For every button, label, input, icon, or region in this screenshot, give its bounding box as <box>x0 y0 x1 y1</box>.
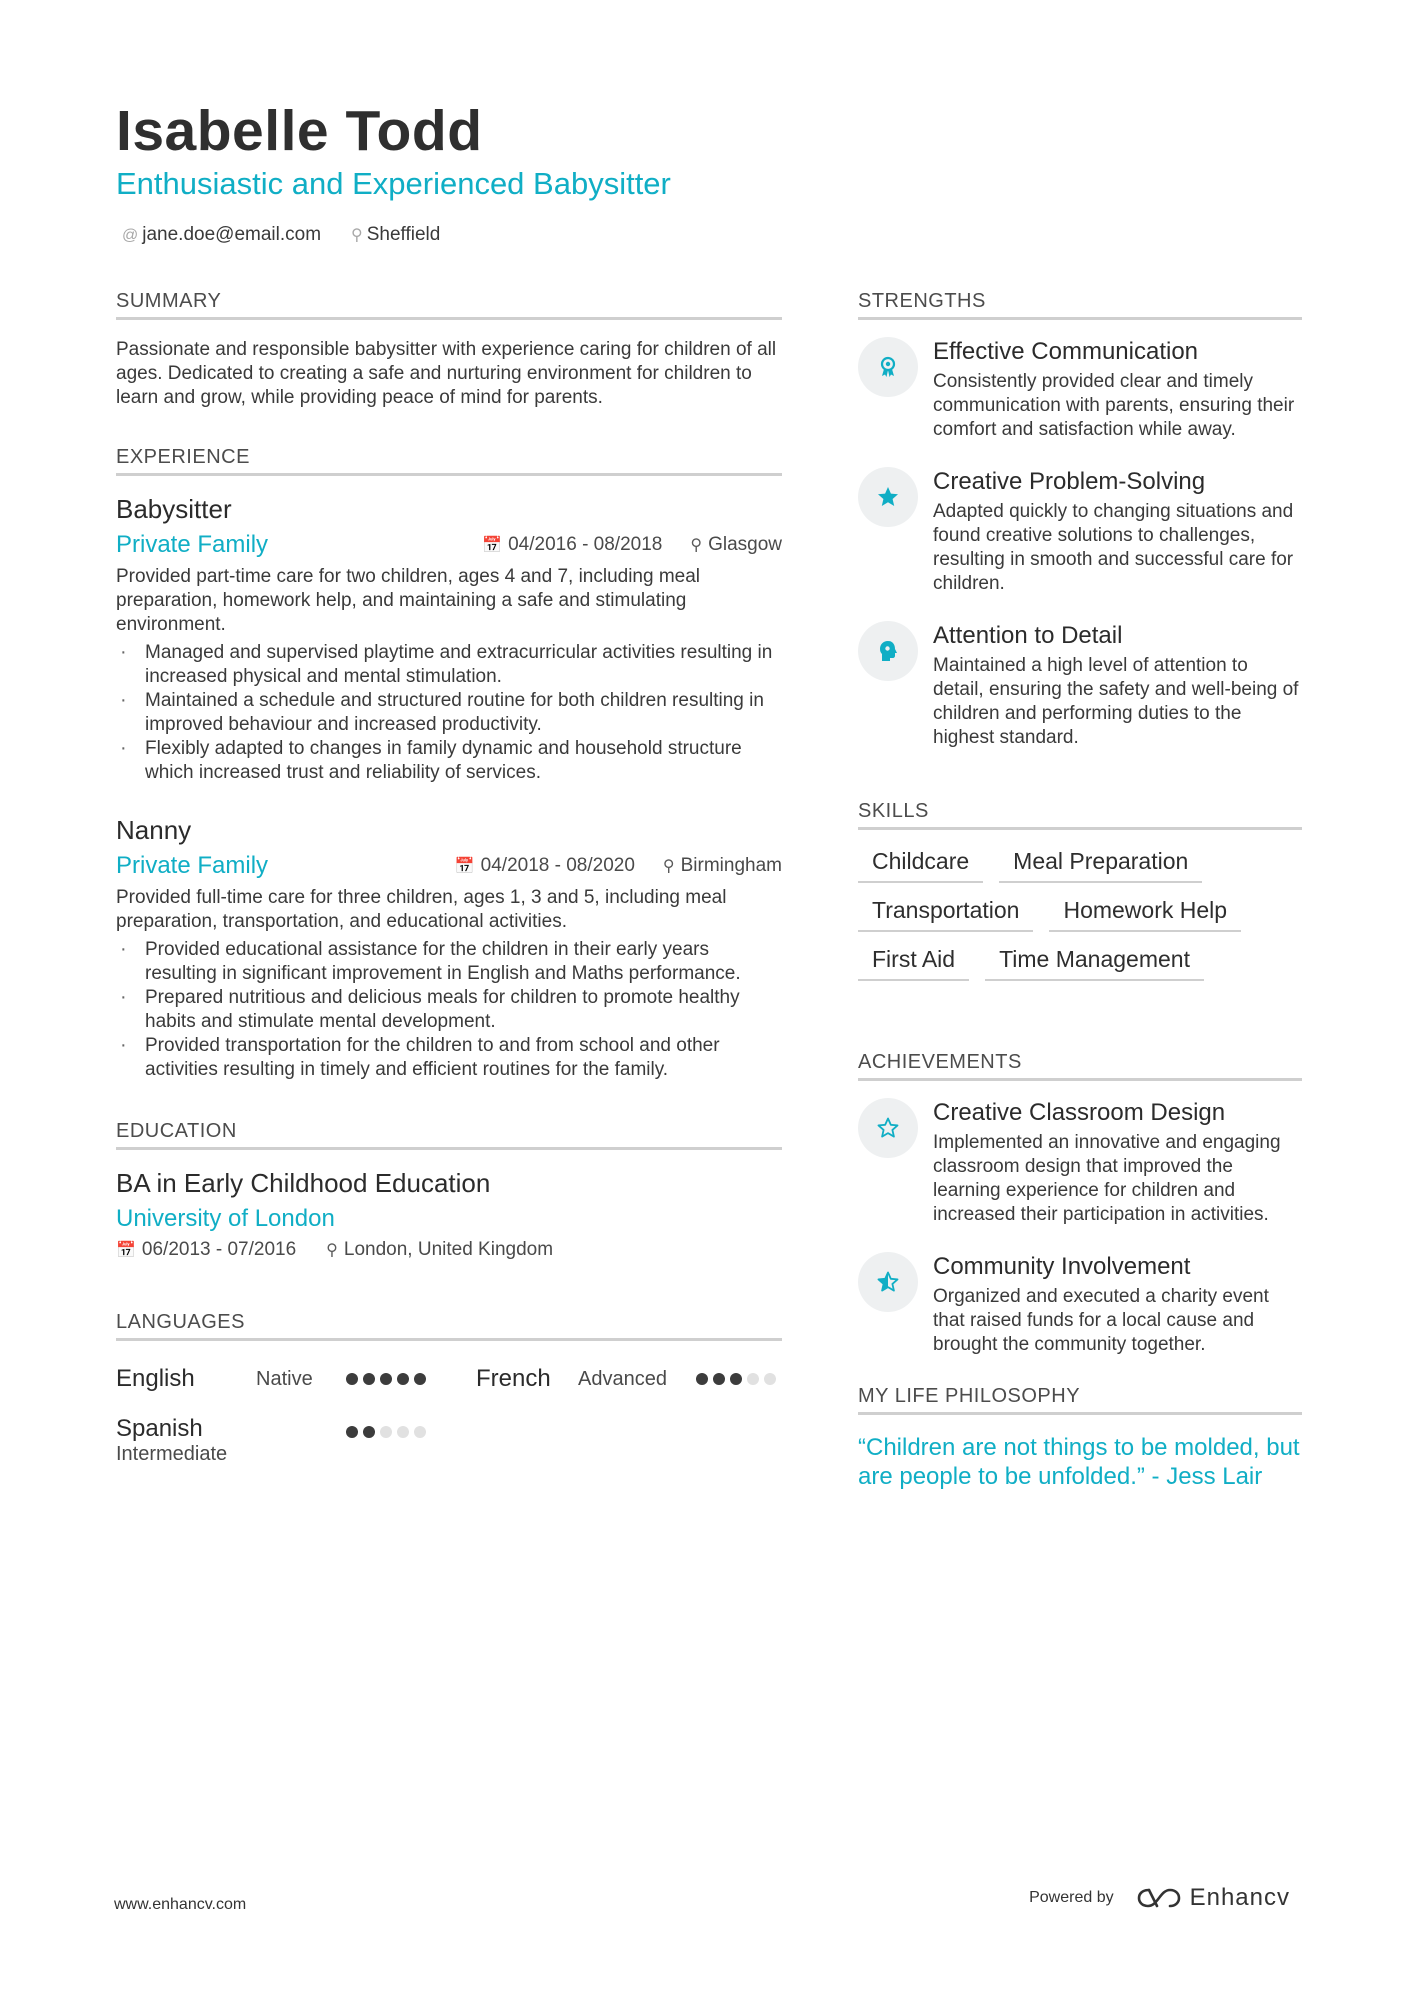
achievement-title: Creative Classroom Design <box>933 1099 1226 1126</box>
job-bullets <box>116 641 782 785</box>
list-item: · Flexibly adapted to changes in family dynamic and household structure which increased trust and reliability of services. <box>116 737 782 785</box>
award-icon <box>858 337 918 397</box>
rating-dot-filled <box>730 1373 742 1385</box>
section-title: SUMMARY <box>116 290 782 320</box>
section-title: MY LIFE PHILOSOPHY <box>858 1385 1302 1415</box>
job-entry <box>116 494 782 785</box>
strengths-section <box>858 290 1302 750</box>
job-dates: 04/2016 - 08/2018 <box>508 534 663 555</box>
contact-row <box>122 224 440 246</box>
candidate-name: Isabelle Todd <box>116 99 483 163</box>
section-title: EDUCATION <box>116 1120 782 1150</box>
powered-by-text: Powered by <box>1029 1889 1114 1906</box>
strength-title: Effective Communication <box>933 338 1199 365</box>
skills-section <box>858 800 1302 981</box>
rating-dot-filled <box>346 1373 358 1385</box>
list-item: · Maintained a schedule and structured routine for both children resulting in improved behaviour and increased productivity. <box>116 689 782 737</box>
contact-email[interactable] <box>122 224 321 246</box>
section-title: STRENGTHS <box>858 290 1302 320</box>
rating-dot-empty <box>380 1426 392 1438</box>
location-text: Sheffield <box>366 224 441 245</box>
star-icon <box>858 467 918 527</box>
section-title: ACHIEVEMENTS <box>858 1051 1302 1081</box>
education-section <box>116 1120 782 1261</box>
job-location: Glasgow <box>708 534 782 555</box>
achievement-desc: Implemented an innovative and engaging classroom design that improved the learning experience for children and increased their participation in activities. <box>933 1132 1281 1225</box>
job-company: Private Family <box>116 531 269 558</box>
job-entry <box>116 815 782 1082</box>
job-description: Provided full-time care for three children, ages 1, 3 and 5, including meal preparation, transportation, and educational activities. <box>116 887 727 932</box>
job-dates: 04/2018 - 08/2020 <box>480 855 635 876</box>
email-text: jane.doe@email.com <box>142 224 322 245</box>
rating-dot-empty <box>397 1426 409 1438</box>
achievement-desc: Organized and executed a charity event that raised funds for a local cause and brought the community together. <box>933 1286 1269 1355</box>
language-rating <box>696 1373 776 1385</box>
skills-list <box>858 848 1302 981</box>
language-name: English <box>116 1365 195 1392</box>
rating-dot-filled <box>363 1373 375 1385</box>
enhancv-logo-icon <box>1136 1886 1182 1910</box>
rating-dot-filled <box>397 1373 409 1385</box>
rating-dot-filled <box>696 1373 708 1385</box>
list-item: · Provided transportation for the children to and from school and other activities resulting in timely and efficient routines for the family. <box>116 1034 782 1082</box>
edu-location: London, United Kingdom <box>343 1239 554 1260</box>
rating-dot-filled <box>363 1426 375 1438</box>
language-row <box>116 1359 782 1399</box>
star-outline-icon <box>858 1098 918 1158</box>
candidate-tagline: Enthusiastic and Experienced Babysitter <box>116 166 671 201</box>
location-pin-icon: ⚲ <box>662 858 675 875</box>
location-pin-icon: ⚲ <box>351 227 363 244</box>
language-level: Native <box>256 1367 313 1390</box>
job-description: Provided part-time care for two children, ages 4 and 7, including meal preparation, homework help, and maintaining a safe and stimulating environment. <box>116 566 701 635</box>
rating-dot-empty <box>764 1373 776 1385</box>
calendar-icon: 📅 <box>454 858 475 875</box>
job-location: Birmingham <box>680 855 782 876</box>
language-name: Spanish <box>116 1415 203 1442</box>
skill-tag: First Aid <box>858 946 969 981</box>
strength-title: Attention to Detail <box>933 622 1123 649</box>
right-column <box>858 290 1302 1491</box>
strength-desc: Maintained a high level of attention to detail, ensuring the safety and well-being of children and performing duties to the highest standard. <box>933 655 1299 748</box>
job-company: Private Family <box>116 852 269 879</box>
philosophy-quote: “Children are not things to be molded, but are people to be unfolded.” - Jess Lair <box>858 1434 1300 1490</box>
location-pin-icon: ⚲ <box>326 1242 338 1259</box>
strength-title: Creative Problem-Solving <box>933 468 1206 495</box>
calendar-icon: 📅 <box>482 537 503 554</box>
section-title: EXPERIENCE <box>116 446 782 476</box>
strength-item <box>858 338 1302 442</box>
language-name: French <box>476 1365 551 1392</box>
skill-tag: Homework Help <box>1049 897 1241 932</box>
brand-logo[interactable] <box>1136 1884 1290 1912</box>
job-role: Babysitter <box>116 494 232 524</box>
skill-tag: Childcare <box>858 848 983 883</box>
contact-location <box>351 224 440 246</box>
star-half-icon <box>858 1252 918 1312</box>
list-item: · Managed and supervised playtime and extracurricular activities resulting in increased physical and mental stimulation. <box>116 641 782 689</box>
rating-dot-empty <box>747 1373 759 1385</box>
rating-dot-filled <box>346 1426 358 1438</box>
job-role: Nanny <box>116 815 192 845</box>
school: University of London <box>116 1205 335 1232</box>
language-level: Intermediate <box>116 1443 228 1465</box>
philosophy-section <box>858 1385 1302 1491</box>
strength-item <box>858 468 1302 596</box>
skill-tag: Meal Preparation <box>999 848 1202 883</box>
languages-section <box>116 1311 782 1466</box>
achievements-section <box>858 1051 1302 1357</box>
calendar-icon: 📅 <box>116 1242 136 1259</box>
brand-name: Enhancv <box>1189 1884 1290 1911</box>
summary-section <box>116 290 782 410</box>
head-icon <box>858 621 918 681</box>
experience-section <box>116 446 782 1082</box>
language-rating <box>346 1373 476 1385</box>
rating-dot-empty <box>414 1426 426 1438</box>
footer-website[interactable]: www.enhancv.com <box>114 1896 247 1913</box>
edu-dates: 06/2013 - 07/2016 <box>141 1239 297 1260</box>
summary-text: Passionate and responsible babysitter with experience caring for children of all ages. Dedicated to creating a safe and nurturing environment for children to learn and grow, while providing peace of mind for parents. <box>116 339 777 408</box>
list-item: · Provided educational assistance for the children in their early years resulting in significant improvement in English and Maths performance. <box>116 938 782 986</box>
section-title: SKILLS <box>858 800 1302 830</box>
footer-branding <box>1029 1884 1290 1912</box>
degree: BA in Early Childhood Education <box>116 1168 491 1198</box>
strength-desc: Adapted quickly to changing situations and found creative solutions to challenges, resulting in smooth and successful care for children. <box>933 501 1294 594</box>
skill-tag: Transportation <box>858 897 1033 932</box>
job-bullets <box>116 938 782 1082</box>
section-title: LANGUAGES <box>116 1311 782 1341</box>
location-pin-icon: ⚲ <box>690 537 703 554</box>
language-level: Advanced <box>578 1367 667 1390</box>
strength-item <box>858 622 1302 750</box>
list-item: · Prepared nutritious and delicious meals for children to promote healthy habits and stimulate mental development. <box>116 986 782 1034</box>
left-column <box>116 290 782 1466</box>
at-icon: @ <box>122 227 139 244</box>
rating-dot-filled <box>380 1373 392 1385</box>
language-row <box>116 1415 782 1466</box>
language-rating <box>346 1426 426 1438</box>
skill-tag: Time Management <box>985 946 1204 981</box>
achievement-title: Community Involvement <box>933 1253 1191 1280</box>
strength-desc: Consistently provided clear and timely communication with parents, ensuring their comfort and satisfaction while away. <box>933 371 1295 440</box>
achievement-item <box>858 1253 1302 1357</box>
rating-dot-filled <box>713 1373 725 1385</box>
rating-dot-filled <box>414 1373 426 1385</box>
achievement-item <box>858 1099 1302 1227</box>
